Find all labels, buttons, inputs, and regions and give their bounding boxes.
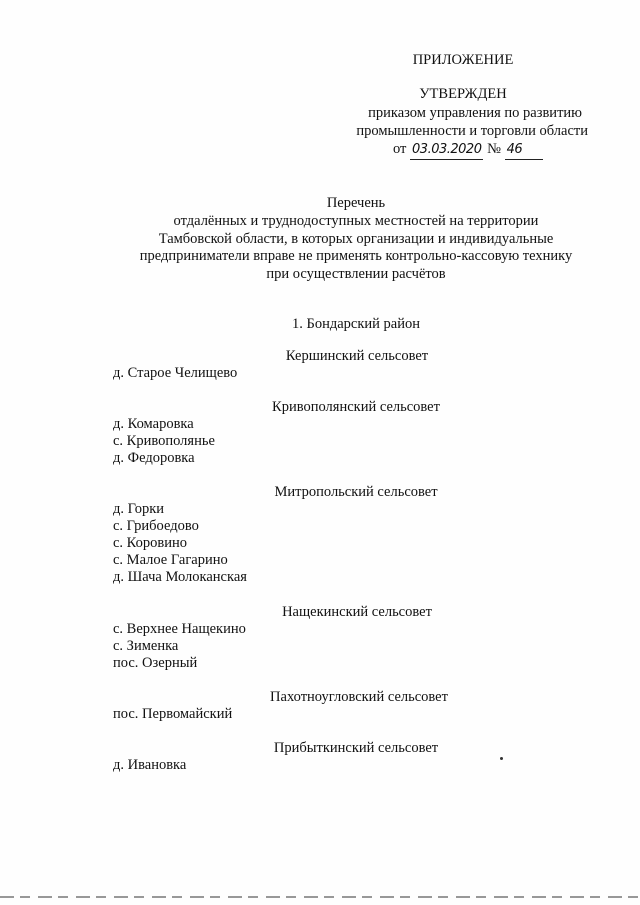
title-line-4: предприниматели вправе не применять контрольно-кассовую технику xyxy=(139,248,573,264)
order-number: 46 xyxy=(505,141,543,160)
scan-edge-artifact xyxy=(0,896,640,898)
from-label: от xyxy=(393,141,407,157)
title-line-5: при осуществлении расчётов xyxy=(266,266,446,282)
appendix-label: ПРИЛОЖЕНИЕ xyxy=(412,52,514,68)
order-line-2: промышленности и торговли области xyxy=(356,123,588,139)
settlement-item: с. Грибоедово xyxy=(113,518,199,534)
council-heading: Пахотноугловский сельсовет xyxy=(270,689,448,705)
council-heading: Нащекинский сельсовет xyxy=(282,604,432,620)
settlement-item: д. Шача Молоканская xyxy=(113,569,247,585)
council-heading: Прибыткинский сельсовет xyxy=(273,740,439,756)
council-heading: Кершинский сельсовет xyxy=(285,348,429,364)
settlement-item: с. Верхнее Нащекино xyxy=(113,621,246,637)
settlement-item: д. Комаровка xyxy=(113,416,194,432)
order-line-1: приказом управления по развитию xyxy=(368,105,582,121)
settlement-item: пос. Первомайский xyxy=(113,706,233,722)
number-sign: № xyxy=(487,141,501,157)
settlement-item: д. Федоровка xyxy=(113,450,195,466)
title-line-2: отдалённых и труднодоступных местностей на территории xyxy=(173,213,539,229)
order-date: 03.03.2020 xyxy=(410,141,483,160)
settlement-item: с. Зименка xyxy=(113,638,179,654)
council-heading: Митропольский сельсовет xyxy=(274,484,438,500)
district-heading: 1. Бондарский район xyxy=(292,316,420,332)
title-line-3: Тамбовской области, в которых организации и индивидуальные xyxy=(158,231,554,247)
settlement-item: д. Ивановка xyxy=(113,757,187,773)
settlement-item: пос. Озерный xyxy=(113,655,198,671)
title-line-1: Перечень xyxy=(326,195,386,211)
scan-speck xyxy=(500,757,503,760)
settlement-item: с. Кривополянье xyxy=(113,433,215,449)
settlement-item: д. Старое Челищево xyxy=(113,365,238,381)
council-heading: Кривополянский сельсовет xyxy=(272,399,440,415)
settlement-item: с. Малое Гагарино xyxy=(113,552,228,568)
approved-label: УТВЕРЖДЕН xyxy=(419,86,507,102)
settlement-item: с. Коровино xyxy=(113,535,188,551)
settlement-item: д. Горки xyxy=(113,501,165,517)
order-date-line xyxy=(393,140,543,160)
